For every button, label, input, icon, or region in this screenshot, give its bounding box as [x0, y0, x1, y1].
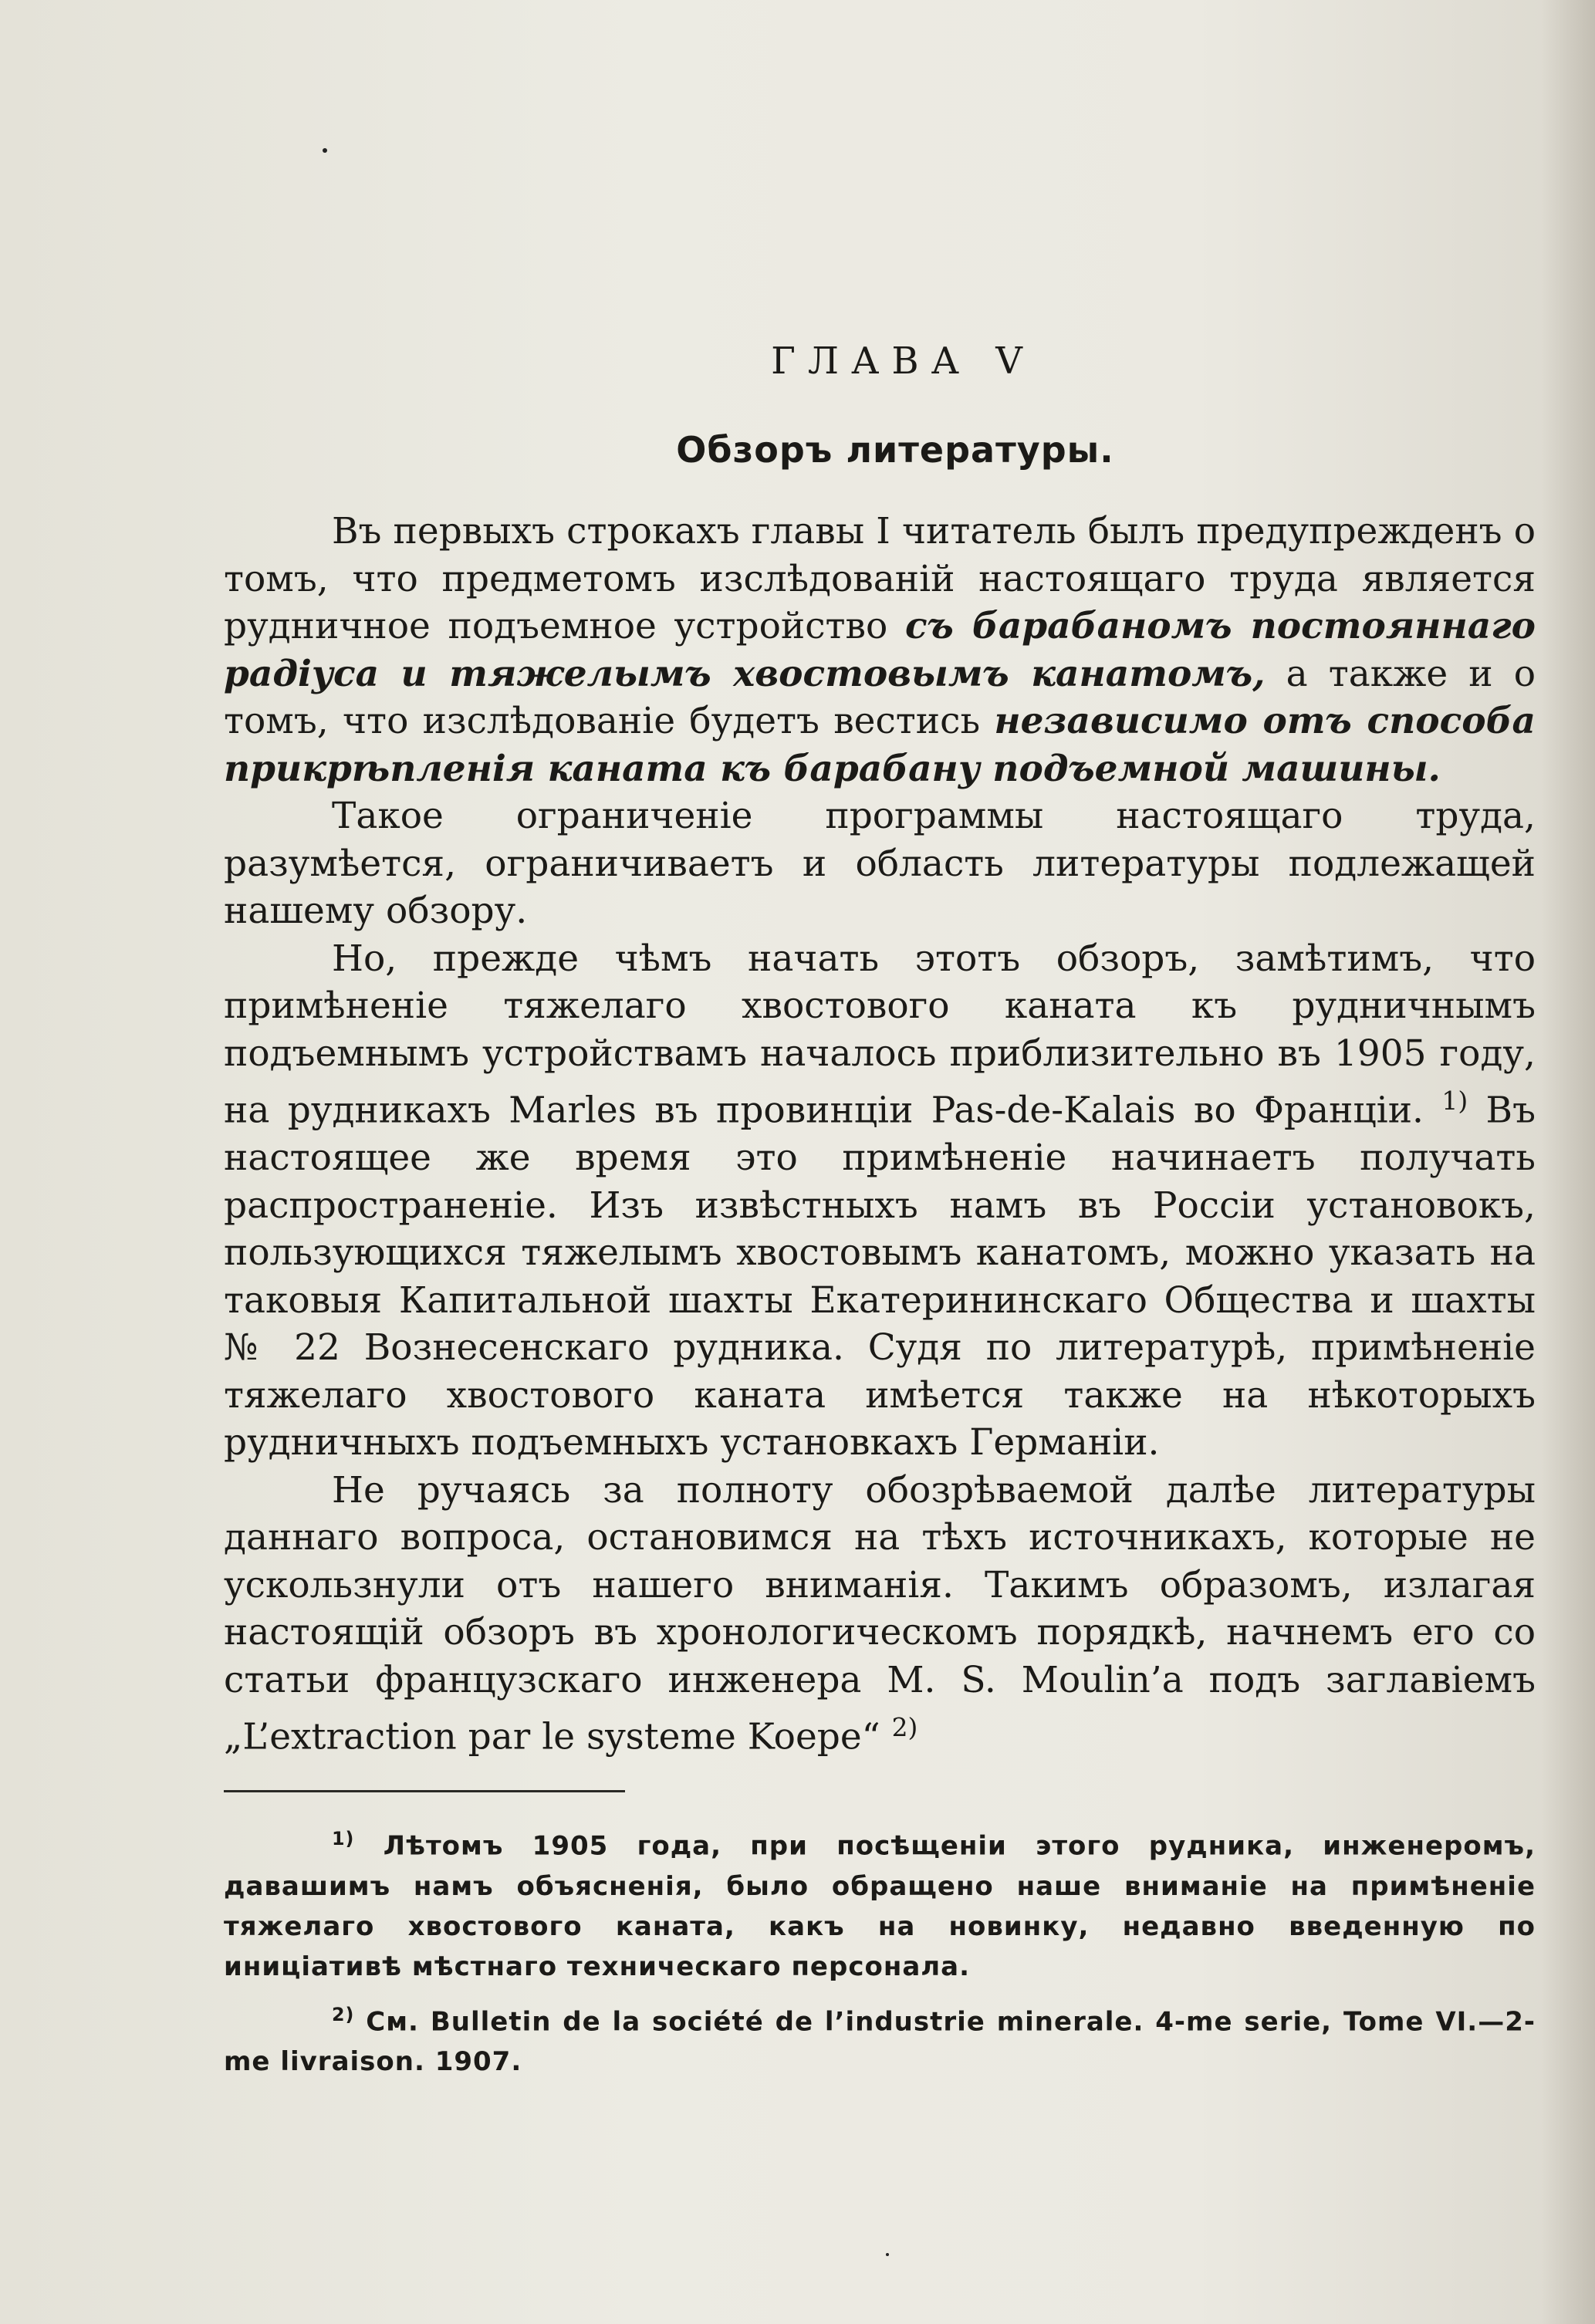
body-text [224, 508, 1536, 1761]
page-edge-shadow [1541, 0, 1595, 2324]
chapter-title: Обзоръ литературы. [676, 429, 1114, 471]
paragraph-2 [224, 792, 1536, 935]
footnote-1-marker: 1) [332, 1828, 355, 1850]
footnote-2-marker: 2) [332, 2003, 355, 2025]
paragraph-1-emphasis-1: съ барабаномъ постояннаго радіуса и тяжелымъ хвостовымъ канатомъ, [224, 605, 1536, 695]
footnote-1 [224, 1819, 1536, 1986]
footnote-2-text: См. Bulletin de la société de l’industrie minerale. 4-me serie, Tome VI.—2-me livraison. 1907. [224, 2005, 1536, 2077]
paragraph-1-text-1: Въ первыхъ строкахъ главы I читатель былъ предупрежденъ о томъ, что предметомъ изслѣдованій настоящаго труда является рудничное подъемное устройство [224, 510, 1536, 647]
footnotes [224, 1819, 1536, 2082]
paragraph-4-text: Не ручаясь за полноту обозрѣваемой далѣе литературы даннаго вопроса, остановимся на тѣхъ источникахъ, которые не ускользнули отъ нашего вниманія. Такимъ образомъ, излагая настоящій обзоръ въ хронологическомъ порядкѣ, начнемъ его со статьи французскаго инженера M. S. Moulin’а подъ заглавіемъ „L’extraction par le systeme Koepe“ [224, 1468, 1536, 1758]
footnote-ref-1[interactable]: 1) [1441, 1086, 1468, 1116]
paragraph-3-text-2: Въ настоящее же время это примѣненіе начинаетъ получать распространеніе. Изъ извѣстныхъ намъ въ Россіи установокъ, пользующихся тяжелымъ хвостовымъ канатомъ, можно указать на таковыя Капитальной шахты Екатерининскаго Общества и шахты № 22 Вознесенскаго рудника. Судя по литературѣ, примѣненіе тяжелаго хвостового каната имѣется также на нѣкоторыхъ рудничныхъ подъемныхъ установкахъ Германіи. [224, 1089, 1536, 1464]
footnote-ref-2[interactable]: 2) [891, 1712, 918, 1743]
paragraph-2-text: Такое ограниченіе программы настоящаго труда, разумѣется, ограничиваетъ и область литературы подлежащей нашему обзору. [224, 795, 1536, 932]
paragraph-1 [224, 508, 1536, 792]
paper-speck [323, 148, 327, 153]
paragraph-1-emphasis-2: независимо отъ способа прикрѣпленія каната къ барабану подъемной машины. [224, 700, 1536, 790]
paragraph-3 [224, 935, 1536, 1467]
paragraph-3-text-1: Но, прежде чѣмъ начать этотъ обзоръ, замѣтимъ, что примѣненіе тяжелаго хвостового каната къ рудничнымъ подъемнымъ устройствамъ началось приблизительно въ 1905 году, на рудникахъ Marles въ провинціи Pas-de-Kalais во Франціи. [224, 937, 1536, 1132]
footnote-1-text: Лѣтомъ 1905 года, при посѣщеніи этого рудника, инженеромъ, давашимъ намъ объясненія, было обращено наше вниманіе на примѣненіе тяжелаго хвостового каната, какъ на новинку, недавно введенную по иниціативѣ мѣстнаго техническаго персонала. [224, 1830, 1536, 1982]
chapter-heading: ГЛАВА V [771, 339, 1035, 383]
footnote-2 [224, 1995, 1536, 2082]
paper-speck [886, 2253, 889, 2256]
footnote-separator [224, 1790, 625, 1792]
page-content [224, 339, 1536, 2082]
paragraph-1-text-2: а также и о томъ, что изслѣдованіе будетъ вестись [224, 652, 1536, 742]
paragraph-4 [224, 1467, 1536, 1762]
